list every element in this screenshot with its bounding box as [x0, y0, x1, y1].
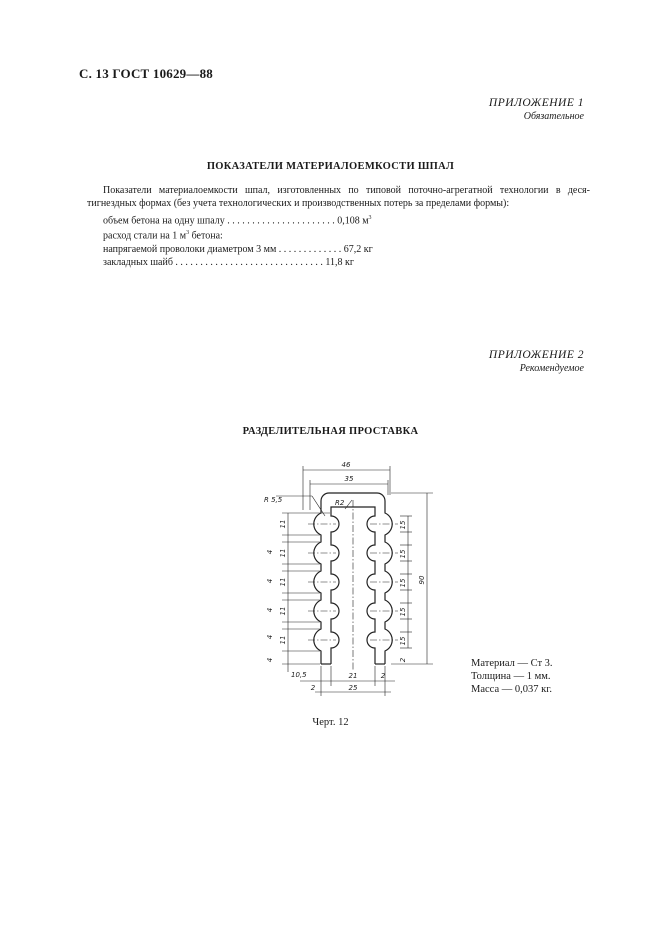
dim-35: 35	[344, 475, 354, 483]
dim-90: 90	[418, 575, 426, 585]
dim-15-4: 15	[399, 607, 407, 617]
dimension-lines	[276, 466, 433, 696]
dim-4-1: 4	[266, 549, 274, 555]
dim-11-2: 11	[279, 548, 287, 558]
dim-25: 25	[348, 684, 358, 692]
dim-10-5: 10,5	[291, 671, 307, 679]
list-item-wire: напрягаемой проволоки диаметром 3 мм . . . . . . . . . . . . . 67,2 кг	[103, 243, 373, 255]
note-material: Материал — Ст 3.	[471, 658, 553, 669]
figure-caption: Черт. 12	[312, 717, 349, 728]
appendix-1-title: ПРИЛОЖЕНИЕ 1	[488, 97, 584, 109]
dim-46: 46	[341, 461, 351, 469]
appendix-2-title: ПРИЛОЖЕНИЕ 2	[488, 349, 584, 361]
dim-21: 21	[348, 672, 358, 680]
note-mass: Масса — 0,037 кг.	[471, 684, 552, 695]
dim-15-1: 15	[399, 520, 407, 530]
dim-2-right: 2	[399, 657, 407, 663]
dim-4-4: 4	[266, 634, 274, 640]
dim-11-1: 11	[279, 519, 287, 529]
dim-15-3: 15	[399, 578, 407, 588]
dim-4-2: 4	[266, 578, 274, 584]
dim-11-5: 11	[279, 635, 287, 645]
dim-11-3: 11	[279, 577, 287, 587]
appendix-1-label	[489, 97, 584, 123]
material-notes	[471, 657, 553, 696]
section-2-title: РАЗДЕЛИТЕЛЬНАЯ ПРОСТАВКА	[242, 426, 419, 437]
appendix-2-status: Рекомендуемое	[519, 363, 584, 374]
dim-r55: R 5,5	[264, 496, 283, 504]
dim-4-5: 4	[266, 657, 274, 663]
list-item-concrete: объем бетона на одну шпалу . . . . . . . . . . . . . . . . . . . . . . 0,108 $м^3$	[103, 215, 372, 227]
dim-2-bottom-right: 2	[380, 672, 386, 680]
dim-15-5: 15	[399, 636, 407, 646]
material-list	[103, 212, 373, 269]
list-item-steel: расход стали на 1 $м^3$ бетона:	[103, 230, 223, 242]
list-item-washers: закладных шайб . . . . . . . . . . . . . . . . . . . . . . . . . . . . . . 11,8 кг	[103, 256, 355, 268]
appendix-1-status: Обязательное	[523, 111, 584, 122]
appendix-2-label	[489, 349, 584, 375]
dim-4-3: 4	[266, 607, 274, 613]
dim-11-4: 11	[279, 606, 287, 616]
note-thickness: Толщина — 1 мм.	[471, 671, 551, 682]
section-1-paragraph: Показатели материалоемкости шпал, изготовленных по типовой поточно-агрегатной технологии в десятигнездных формах (без учета технологических и производственных потерь за пределами формы):	[87, 185, 590, 209]
page-header: С. 13 ГОСТ 10629—88	[79, 66, 213, 81]
dim-15-2: 15	[399, 549, 407, 559]
spacer-drawing	[250, 452, 450, 702]
dim-r2: R2	[335, 499, 345, 507]
center-lines	[308, 500, 398, 670]
dim-2-left: 2	[310, 684, 316, 692]
section-1-title: ПОКАЗАТЕЛИ МАТЕРИАЛОЕМКОСТИ ШПАЛ	[206, 161, 455, 172]
